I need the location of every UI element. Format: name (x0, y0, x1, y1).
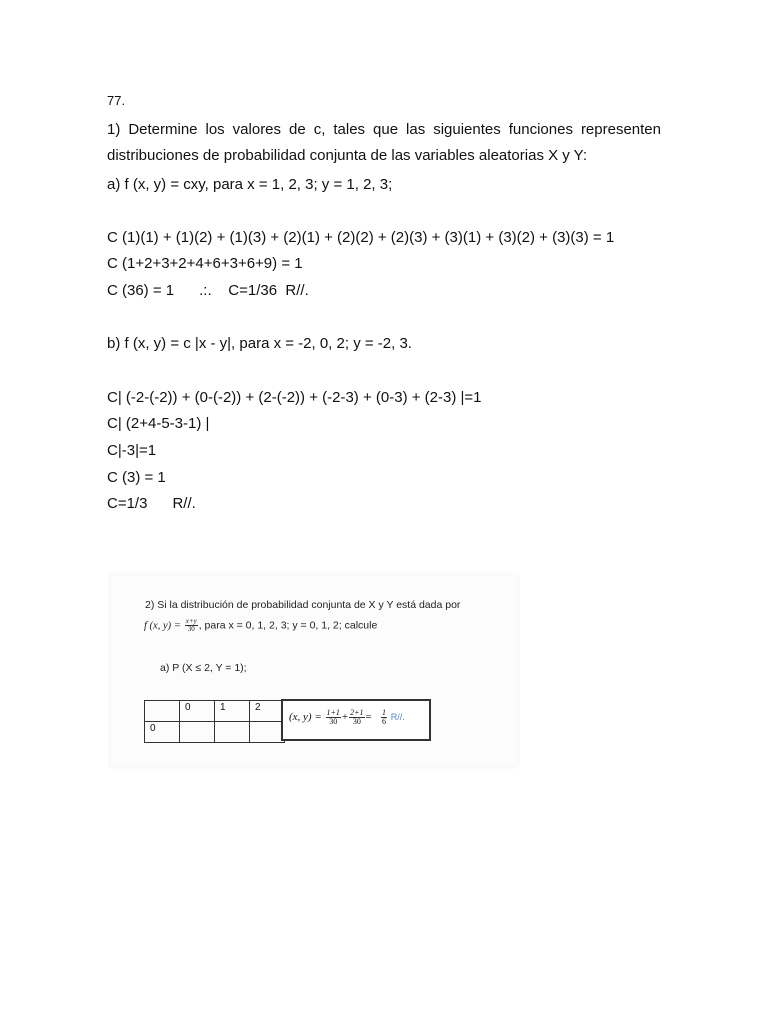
answer-result (381, 709, 387, 726)
fraction-numerator: 1+1 (326, 708, 340, 717)
function-fraction (185, 618, 198, 633)
function-label: f (x, y) = (144, 620, 181, 632)
table-cell (250, 722, 285, 743)
table-cell (215, 722, 250, 743)
domain-text: , para x = 0, 1, 2, 3; y = 0, 1, 2; calcule (198, 619, 378, 632)
table-header-row (145, 701, 285, 722)
embedded-screenshot (110, 575, 518, 767)
part-b-heading: b) f (x, y) = c |x - y|, para x = -2, 0, 2; y = -2, 3. (107, 335, 412, 352)
fraction-denominator: 30 (329, 717, 338, 726)
table-cell: 2 (250, 701, 285, 722)
probability-table (144, 700, 285, 743)
plus-sign: + (341, 711, 349, 724)
fraction-denominator: 30 (352, 717, 361, 726)
fraction-denominator: 6 (382, 717, 387, 726)
table-cell (180, 722, 215, 743)
table-row (145, 722, 285, 743)
table-cell: 0 (180, 701, 215, 722)
embedded-question-line-2 (144, 618, 377, 633)
table-cell: 1 (215, 701, 250, 722)
part-b-line-2: C| (2+4-5-3-1) | (107, 415, 210, 432)
answer-box (281, 699, 431, 741)
answer-r-label: R//. (390, 712, 405, 723)
table-cell (145, 701, 180, 722)
embedded-question-line-1: 2) Si la distribución de probabilidad conjunta de X y Y está dada por (145, 599, 461, 611)
part-a-heading: a) f (x, y) = cxy, para x = 1, 2, 3; y = 1, 2, 3; (107, 176, 393, 193)
fraction-denominator: 30 (187, 625, 195, 633)
part-b-line-4: C (3) = 1 (107, 469, 166, 486)
answer-fraction-1 (326, 709, 341, 726)
part-b-line-3: C|-3|=1 (107, 442, 157, 459)
embedded-item-a: a) P (X ≤ 2, Y = 1); (160, 662, 247, 674)
problem-number: 77. (107, 93, 126, 108)
fraction-numerator: 2+1 (350, 708, 364, 717)
table-cell: 0 (145, 722, 180, 743)
fraction-numerator: x+y (185, 617, 197, 625)
part-a-line-2: C (1+2+3+2+4+6+3+6+9) = 1 (107, 255, 303, 272)
answer-formula (289, 709, 405, 726)
equals-sign: = (365, 711, 372, 724)
part-b-line-5: C=1/3 R//. (107, 495, 196, 512)
part-a-line-3: C (36) = 1 .:. C=1/36 R//. (107, 282, 309, 299)
part1-statement: 1) Determine los valores de c, tales que las siguientes funciones representen distribuciones de probabilidad conjunta de las variables aleatorias X y Y: (107, 121, 661, 164)
answer-lhs: (x, y) = (289, 711, 322, 724)
fraction-numerator: 1 (382, 708, 387, 717)
part-a-line-1: C (1)(1) + (1)(2) + (1)(3) + (2)(1) + (2)(2) + (2)(3) + (3)(1) + (3)(2) + (3)(3) = 1 (107, 229, 615, 246)
part-b-line-1: C| (-2-(-2)) + (0-(-2)) + (2-(-2)) + (-2-3) + (0-3) + (2-3) |=1 (107, 389, 482, 406)
answer-fraction-2 (349, 709, 364, 726)
